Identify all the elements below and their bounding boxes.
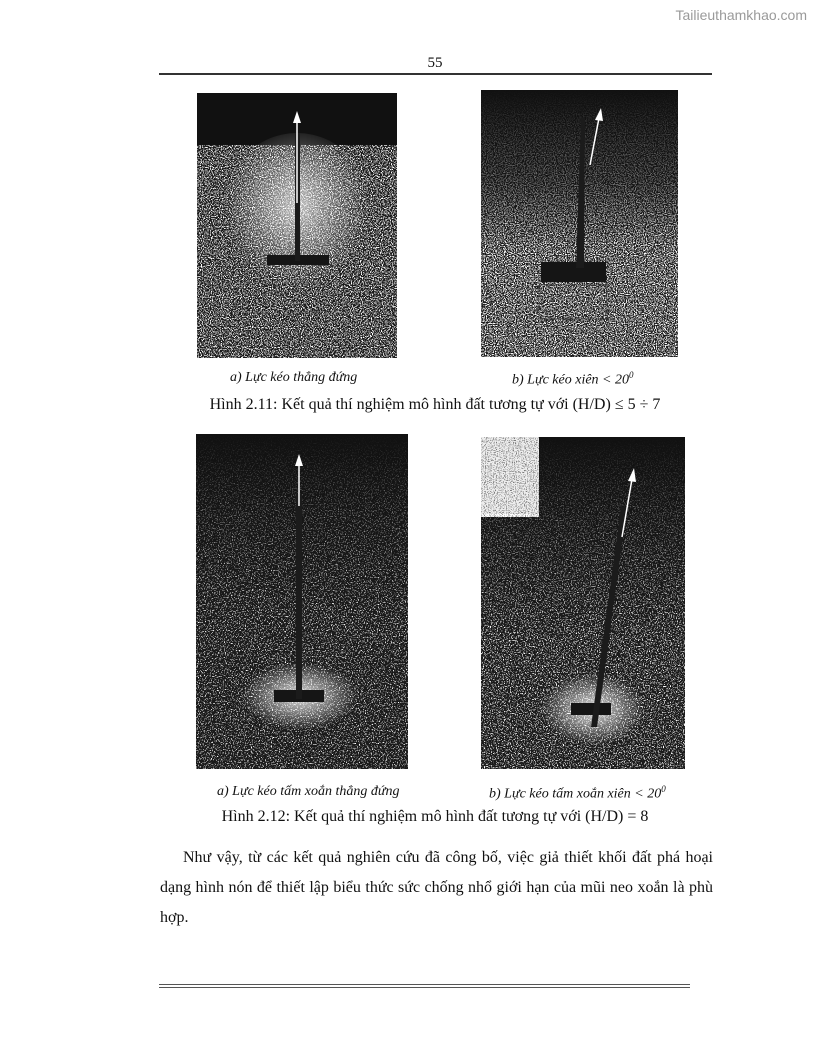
photo-2-11a (197, 93, 397, 358)
photo-2-11b (481, 90, 678, 357)
footer-rule (159, 984, 690, 985)
footer-rule-secondary (159, 987, 690, 988)
subcaption-2-11a: a) Lực kéo thẳng đứng (230, 370, 358, 385)
caption-figure-2-11: Hình 2.11: Kết quả thí nghiệm mô hình đất tương tự với (H/D) ≤ 5 ÷ 7 (209, 396, 661, 413)
body-paragraph: Như vậy, từ các kết quả nghiên cứu đã công bố, việc giả thiết khối đất phá hoại dạng hình nón để thiết lập biểu thức sức chống nhổ giới hạn của mũi neo xoắn là phù hợp. (160, 849, 713, 926)
caption-figure-2-12: Hình 2.12: Kết quả thí nghiệm mô hình đất tương tự với (H/D) = 8 (221, 808, 649, 825)
watermark: Tailieuthamkhao.com (675, 7, 807, 23)
subcaption-2-12b: b) Lực kéo tấm xoắn xiên < $20^0$ (489, 784, 666, 802)
photo-2-12b (481, 437, 685, 769)
photo-2-12a (196, 434, 408, 769)
page-number: 55 (427, 55, 443, 71)
subcaption-2-12a: a) Lực kéo tấm xoắn thẳng đứng (217, 784, 400, 799)
subcaption-2-11b: b) Lực kéo xiên < $20^0$ (512, 370, 634, 388)
header-rule (159, 73, 712, 75)
